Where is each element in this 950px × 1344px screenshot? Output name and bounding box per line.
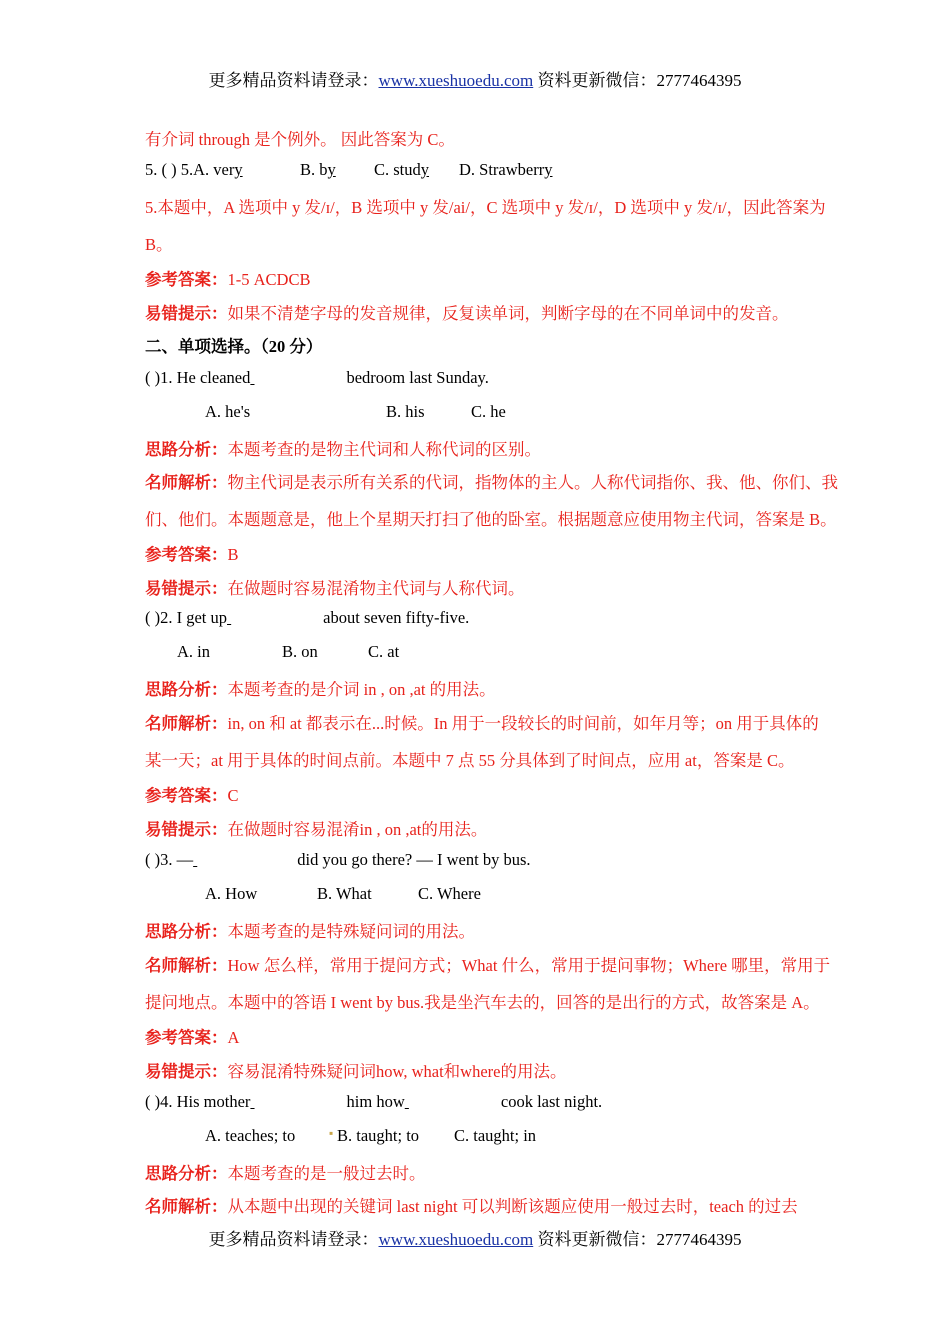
- footer-prefix: 更多精品资料请登录：: [208, 1230, 379, 1249]
- section-heading: 二、单项选择。（20 分）: [145, 337, 323, 356]
- error-tip: 易错提示：在做题时容易混淆物主代词与人称代词。: [145, 579, 525, 598]
- analysis: 思路分析：本题考查的是物主代词和人称代词的区别。: [145, 440, 541, 459]
- explanation-line: 某一天；at 用于具体的时间点前。本题中 7 点 55 分具体到了时间点，应用 at，答案是 C。: [145, 751, 795, 770]
- explanation: 名师解析：从本题中出现的关键词 last night 可以判断该题应使用一般过去时，teach 的过去: [145, 1197, 798, 1216]
- option-c[interactable]: C. Where: [418, 884, 481, 903]
- error-tip: 易错提示：容易混淆特殊疑问词how, what和where的用法。: [145, 1062, 567, 1081]
- option-a[interactable]: A. in: [177, 642, 210, 661]
- question-4: ( )4. His mother him how cook last night.: [145, 1092, 603, 1111]
- error-tip: 易错提示：在做题时容易混淆in , on ,at的用法。: [145, 820, 488, 839]
- option-b[interactable]: B. taught; to: [337, 1126, 420, 1145]
- header-prefix: 更多精品资料请登录：: [208, 71, 379, 90]
- option-c[interactable]: C. taught; in: [454, 1126, 537, 1145]
- footer-link[interactable]: www.xueshuoedu.com: [378, 1230, 534, 1249]
- explanation-line: 提问地点。本题中的答语 I went by bus.我是坐汽车去的，回答的是出行的方式，故答案是 A。: [145, 993, 820, 1012]
- page-header: [0, 66, 950, 91]
- dot-mark: ▪: [329, 1126, 334, 1140]
- reference-answer: 参考答案：1-5 ACDCB: [145, 270, 311, 289]
- option-a[interactable]: A. teaches; to: [205, 1126, 296, 1145]
- option-c[interactable]: C. at: [368, 642, 400, 661]
- analysis: 思路分析：本题考查的是特殊疑问词的用法。: [145, 922, 475, 941]
- text-line: 有介词 through 是个例外。 因此答案为 C。: [145, 130, 455, 149]
- explanation: 名师解析：in, on 和 at 都表示在...时候。In 用于一段较长的时间前，如年月等；on 用于具体的: [145, 714, 819, 733]
- explanation-line: 5.本题中，A 选项中 y 发/ɪ/，B 选项中 y 发/ai/，C 选项中 y 发/ɪ/，D 选项中 y 发/ɪ/，因此答案为: [145, 198, 826, 217]
- option-c[interactable]: C. he: [471, 402, 506, 421]
- reference-answer: 参考答案：B: [145, 545, 239, 564]
- question-5: 5. ( ) 5.A. very B. by C. study D. Strawberry: [145, 160, 553, 179]
- analysis: 思路分析：本题考查的是一般过去时。: [145, 1164, 426, 1183]
- option-a[interactable]: A. he's: [205, 402, 251, 421]
- explanation-line: 们、他们。本题题意是，他上个星期天打扫了他的卧室。根据题意应使用物主代词，答案是 B。: [145, 510, 837, 529]
- error-tip: 易错提示：如果不清楚字母的发音规律，反复读单词，判断字母的在不同单词中的发音。: [145, 304, 789, 323]
- option-b[interactable]: B. on: [282, 642, 318, 661]
- option-b[interactable]: B. his: [386, 402, 425, 421]
- reference-answer: 参考答案：A: [145, 1028, 240, 1047]
- explanation: 名师解析：How 怎么样，常用于提问方式；What 什么，常用于提问事物；Where 哪里，常用于: [145, 956, 831, 975]
- analysis: 思路分析：本题考查的是介词 in , on ,at 的用法。: [145, 680, 496, 699]
- explanation-line: B。: [145, 235, 173, 254]
- question-2: ( )2. I get up about seven fifty-five.: [145, 608, 470, 627]
- page-footer: [0, 1225, 950, 1250]
- question-3: ( )3. — did you go there? — I went by bus.: [145, 850, 531, 869]
- option-a[interactable]: A. How: [205, 884, 258, 903]
- reference-answer: 参考答案：C: [145, 786, 239, 805]
- footer-suffix: 资料更新微信：2777464395: [533, 1230, 742, 1249]
- header-suffix: 资料更新微信：2777464395: [533, 71, 742, 90]
- option-b[interactable]: B. What: [317, 884, 372, 903]
- question-1: ( )1. He cleaned bedroom last Sunday.: [145, 368, 489, 387]
- explanation: 名师解析：物主代词是表示所有关系的代词，指物体的主人。人称代词指你、我、他、你们、我: [145, 473, 838, 492]
- header-link[interactable]: www.xueshuoedu.com: [378, 71, 534, 90]
